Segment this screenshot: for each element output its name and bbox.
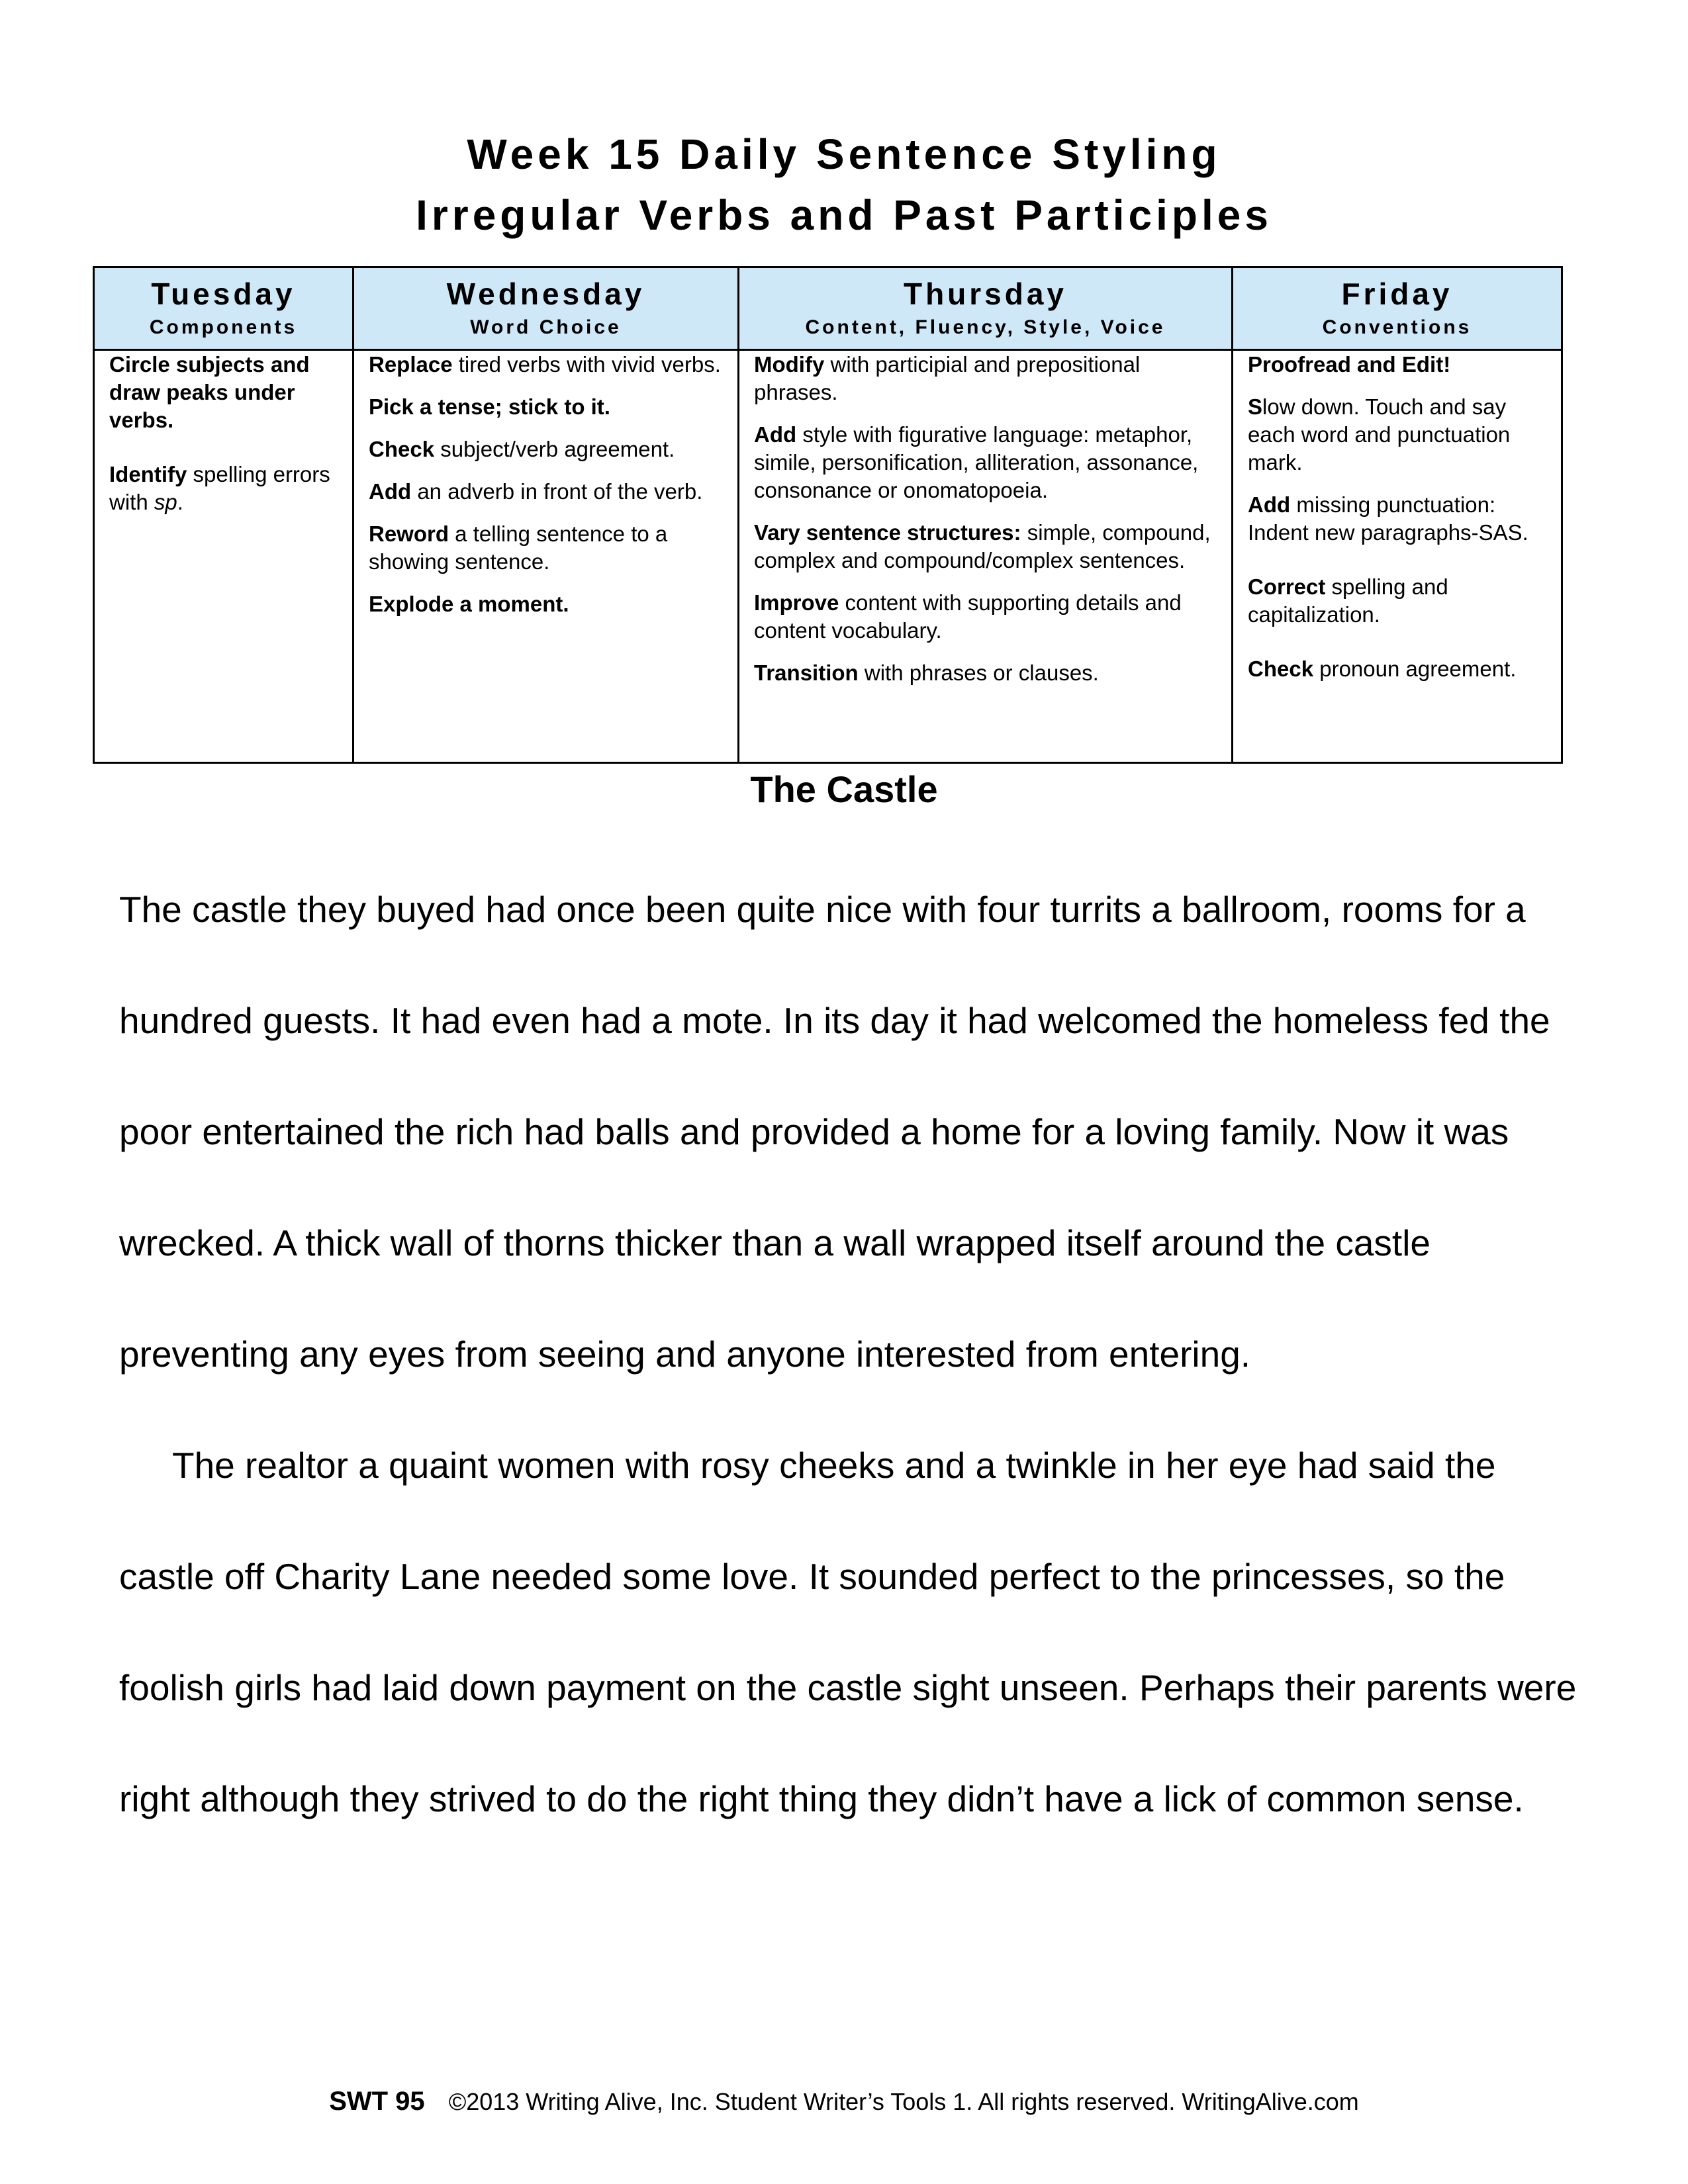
wednesday-item: Pick a tense; stick to it. <box>369 394 610 419</box>
tuesday-item: Circle subjects and draw peaks under verbs. <box>109 352 310 432</box>
page-code: SWT 95 <box>329 2087 425 2116</box>
tuesday-cell <box>94 350 353 763</box>
page-subtitle: Irregular Verbs and Past Participles <box>416 191 1272 239</box>
day-focus-label: Content, Fluency, Style, Voice <box>805 316 1166 338</box>
thursday-cell <box>739 350 1233 763</box>
day-focus-label: Conventions <box>1322 316 1472 338</box>
friday-item: Add missing punctuation: Indent new paragraphs-SAS. <box>1248 492 1528 545</box>
friday-cell <box>1233 350 1562 763</box>
thursday-item: Modify with participial and prepositional phrases. <box>754 352 1141 404</box>
story-paragraph: The castle they buyed had once been quite nice with four turrits a ballroom, rooms for a hundred guests. It had even had a mote. In its day it had welcomed the homeless fed the poor entertained the rich had balls and provided a home for a loving family. Now it was wrecked. A thick wall of thorns thicker than a wall wrapped itself around the castle preventing any eyes from seeing and anyone interested from entering. <box>119 889 1550 1375</box>
column-header-friday <box>1233 267 1562 350</box>
day-label: Tuesday <box>151 277 296 311</box>
thursday-item: Add style with figurative language: metaphor, simile, personification, alliteration, assonance, consonance or onomatopoeia. <box>754 422 1199 502</box>
friday-item: Check pronoun agreement. <box>1248 657 1517 681</box>
tuesday-item: Identify spelling errors with sp. <box>109 462 330 514</box>
friday-item: Proofread and Edit! <box>1248 352 1451 377</box>
sentence-styling-table <box>93 266 1563 764</box>
story-title: The Castle <box>750 768 938 810</box>
day-label: Thursday <box>903 277 1068 311</box>
thursday-item: Improve content with supporting details and content vocabulary. <box>754 590 1182 643</box>
column-header-thursday <box>739 267 1233 350</box>
story-paragraph: The realtor a quaint women with rosy cheeks and a twinkle in her eye had said the castle off Charity Lane needed some love. It sounded perfect to the princesses, so the foolish girls had laid down payment on the castle sight unseen. Perhaps their parents were right although they strived to do the right thing they didn’t have a lick of common sense. <box>119 1445 1577 1819</box>
wednesday-item: Check subject/verb agreement. <box>369 437 675 461</box>
table-header-row <box>94 267 1562 350</box>
day-label: Friday <box>1341 277 1453 311</box>
copyright-notice: ©2013 Writing Alive, Inc. Student Writer’s Tools 1. All rights reserved. WritingAlive.com <box>448 2088 1359 2115</box>
wednesday-item: Replace tired verbs with vivid verbs. <box>369 352 721 377</box>
column-header-wednesday <box>353 267 739 350</box>
column-header-tuesday <box>94 267 353 350</box>
table-body-row <box>94 350 1562 763</box>
page-footer <box>0 2087 1688 2116</box>
friday-item: Correct spelling and capitalization. <box>1248 574 1448 627</box>
thursday-item: Vary sentence structures: simple, compound, complex and compound/complex sentences. <box>754 520 1211 572</box>
friday-item: Slow down. Touch and say each word and punctuation mark. <box>1248 394 1511 475</box>
thursday-item: Transition with phrases or clauses. <box>754 660 1099 685</box>
day-focus-label: Word Choice <box>470 316 622 338</box>
day-focus-label: Components <box>149 316 298 338</box>
wednesday-item: Add an adverb in front of the verb. <box>369 479 703 504</box>
wednesday-cell <box>353 350 739 763</box>
wednesday-item: Explode a moment. <box>369 592 569 616</box>
page-title: Week 15 Daily Sentence Styling <box>467 130 1221 178</box>
wednesday-item: Reword a telling sentence to a showing sentence. <box>369 522 668 574</box>
day-label: Wednesday <box>446 277 645 311</box>
story-body <box>119 854 1589 1854</box>
